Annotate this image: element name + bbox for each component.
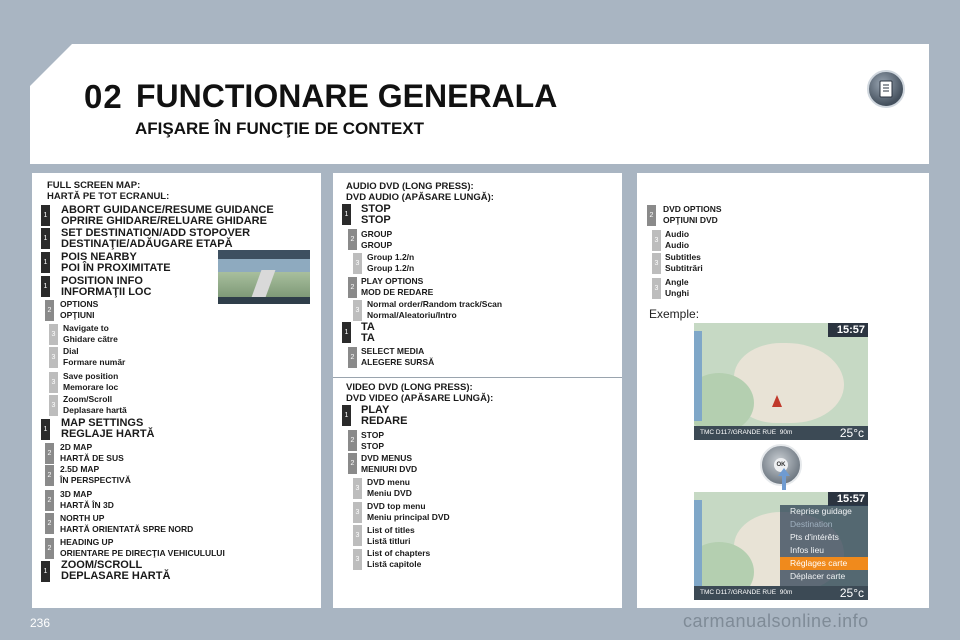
menu-item-north-up: NORTH UP HARTĂ ORIENTATĂ SPRE NORD <box>60 513 194 534</box>
level-2-badge: 2 <box>348 453 357 474</box>
level-3-badge: 3 <box>353 502 362 523</box>
level-1-badge: 1 <box>41 561 50 582</box>
menu-item-2-5d-map: 2.5D MAP ÎN PERSPECTIVĂ <box>60 464 131 485</box>
level-2-badge: 2 <box>45 513 54 534</box>
menu-item-dvd-menus: DVD MENUS MENIURI DVD <box>361 453 418 474</box>
menu-item-subtitles: Subtitles Subtitrări <box>665 252 703 273</box>
press-arrow-icon <box>778 468 790 490</box>
menu-item-select-media: SELECT MEDIA ALEGERE SURSĂ <box>361 346 435 367</box>
thumbnail-status-bar <box>218 297 310 304</box>
chapter-number: 02 <box>84 78 123 115</box>
level-3-badge: 3 <box>353 478 362 499</box>
menu-option-selected: Réglages carte <box>780 557 868 570</box>
level-2-badge: 2 <box>45 465 54 486</box>
map-status-bar: TMC D117/GRANDE RUE 90m <box>694 586 868 600</box>
menu-item-dvd-menu: DVD menu Meniu DVD <box>367 477 412 498</box>
menu-item-angle: Angle Unghi <box>665 277 690 298</box>
menu-item-position-info: POSITION INFO INFORMAŢII LOC <box>61 275 152 298</box>
menu-item-list-of-titles: List of titles Listă titluri <box>367 525 415 546</box>
level-1-badge: 1 <box>342 204 351 225</box>
menu-item-zoom-scroll-sub: Zoom/Scroll Deplasare hartă <box>63 394 127 415</box>
level-1-badge: 1 <box>342 405 351 426</box>
menu-item-group-number: Group 1.2/n Group 1.2/n <box>367 252 415 273</box>
map-context-menu <box>780 505 868 586</box>
level-1-badge: 1 <box>41 252 50 273</box>
map-river <box>694 331 702 421</box>
map-park <box>694 373 754 433</box>
level-1-badge: 1 <box>41 228 50 249</box>
map-temperature: 25°c <box>839 586 864 600</box>
menu-item-ta: TA TA <box>361 321 375 344</box>
level-2-badge: 2 <box>647 205 656 226</box>
chapter-title: FUNCTIONARE GENERALA <box>136 78 558 114</box>
menu-item-play-options: PLAY OPTIONS MOD DE REDARE <box>361 276 434 297</box>
menu-item-video-stop: STOP STOP <box>361 430 384 451</box>
map-temperature: 25°c <box>839 426 864 440</box>
menu-item-abort-guidance: ABORT GUIDANCE/RESUME GUIDANCE OPRIRE GHIDARE/RELUARE GHIDARE <box>61 204 274 227</box>
menu-option: Destination <box>790 519 833 529</box>
level-2-badge: 2 <box>348 277 357 298</box>
menu-option: Infos lieu <box>790 545 825 555</box>
level-1-badge: 1 <box>41 276 50 297</box>
menu-item-group: GROUP GROUP <box>361 229 393 250</box>
page-number: 236 <box>30 616 51 630</box>
level-3-badge: 3 <box>652 278 661 299</box>
level-1-badge: 1 <box>342 322 351 343</box>
thumbnail-top-bar <box>218 250 310 259</box>
menu-item-stop: STOP STOP <box>361 203 391 226</box>
menu-item-dial: Dial Formare număr <box>63 346 126 367</box>
level-1-badge: 1 <box>41 205 50 226</box>
menu-item-dvd-options: DVD OPTIONS OPŢIUNI DVD <box>663 204 722 225</box>
map-clock: 15:57 <box>836 493 865 505</box>
audio-dvd-title: AUDIO DVD (LONG PRESS): DVD AUDIO (APĂSARE LUNGĂ): <box>346 181 494 203</box>
menu-item-dvd-top-menu: DVD top menu Meniu principal DVD <box>367 501 450 522</box>
level-3-badge: 3 <box>652 253 661 274</box>
book-icon <box>867 70 905 108</box>
menu-option: Déplacer carte <box>790 571 846 581</box>
level-1-badge: 1 <box>41 419 50 440</box>
menu-item-3d-map: 3D MAP HARTĂ ÎN 3D <box>60 489 114 510</box>
video-dvd-title: VIDEO DVD (LONG PRESS): DVD VIDEO (APĂSARE LUNGĂ): <box>346 382 494 404</box>
map-screenshot-example <box>694 323 868 440</box>
level-2-badge: 2 <box>348 347 357 368</box>
level-3-badge: 3 <box>353 549 362 570</box>
menu-item-play-order: Normal order/Random track/Scan Normal/Aleatoriu/Intro <box>367 299 503 320</box>
menu-item-navigate-to: Navigate to Ghidare către <box>63 323 118 344</box>
example-label: Exemple: <box>649 307 700 321</box>
level-2-badge: 2 <box>45 538 54 559</box>
menu-item-pois-nearby: POIS NEARBY POI ÎN PROXIMITATE <box>61 251 171 274</box>
level-3-badge: 3 <box>652 230 661 251</box>
level-3-badge: 3 <box>353 253 362 274</box>
menu-item-play: PLAY REDARE <box>361 404 408 427</box>
level-2-badge: 2 <box>45 490 54 511</box>
level-3-badge: 3 <box>49 347 58 368</box>
ok-button-label: OK <box>774 458 788 472</box>
level-3-badge: 3 <box>49 395 58 416</box>
level-3-badge: 3 <box>49 372 58 393</box>
level-2-badge: 2 <box>348 430 357 451</box>
map-screen-thumbnail <box>218 250 310 304</box>
menu-option: Reprise guidage <box>790 506 852 516</box>
menu-item-map-settings: MAP SETTINGS REGLAJE HARTĂ <box>61 417 155 440</box>
map-status-bar: TMC D117/GRANDE RUE 90m <box>694 426 868 440</box>
watermark: carmanualsonline.info <box>683 611 869 631</box>
section-divider <box>333 377 622 378</box>
level-3-badge: 3 <box>49 324 58 345</box>
chapter-subtitle: AFIŞARE ÎN FUNCŢIE DE CONTEXT <box>135 119 425 138</box>
menu-item-options: OPTIONS OPŢIUNI <box>60 299 99 320</box>
level-3-badge: 3 <box>353 525 362 546</box>
menu-item-2d-map: 2D MAP HARTĂ DE SUS <box>60 442 124 463</box>
level-2-badge: 2 <box>45 300 54 321</box>
menu-item-zoom-scroll: ZOOM/SCROLL DEPLASARE HARTĂ <box>61 559 171 582</box>
vehicle-position-icon <box>772 395 782 407</box>
menu-item-audio: Audio Audio <box>665 229 690 250</box>
menu-item-heading-up: HEADING UP ORIENTARE PE DIRECŢIA VEHICULULUI <box>60 537 225 558</box>
level-2-badge: 2 <box>348 229 357 250</box>
map-clock: 15:57 <box>836 324 865 336</box>
map-river <box>694 500 702 590</box>
menu-item-list-of-chapters: List of chapters Listă capitole <box>367 548 431 569</box>
menu-option: Pts d'intérêts <box>790 532 839 542</box>
menu-item-save-position: Save position Memorare loc <box>63 371 119 392</box>
level-2-badge: 2 <box>45 443 54 464</box>
section-title: FULL SCREEN MAP: HARTĂ PE TOT ECRANUL: <box>47 180 170 202</box>
level-3-badge: 3 <box>353 300 362 321</box>
menu-item-set-destination: SET DESTINATION/ADD STOPOVER DESTINAŢIE/ADĂUGARE ETAPĂ <box>61 227 251 250</box>
